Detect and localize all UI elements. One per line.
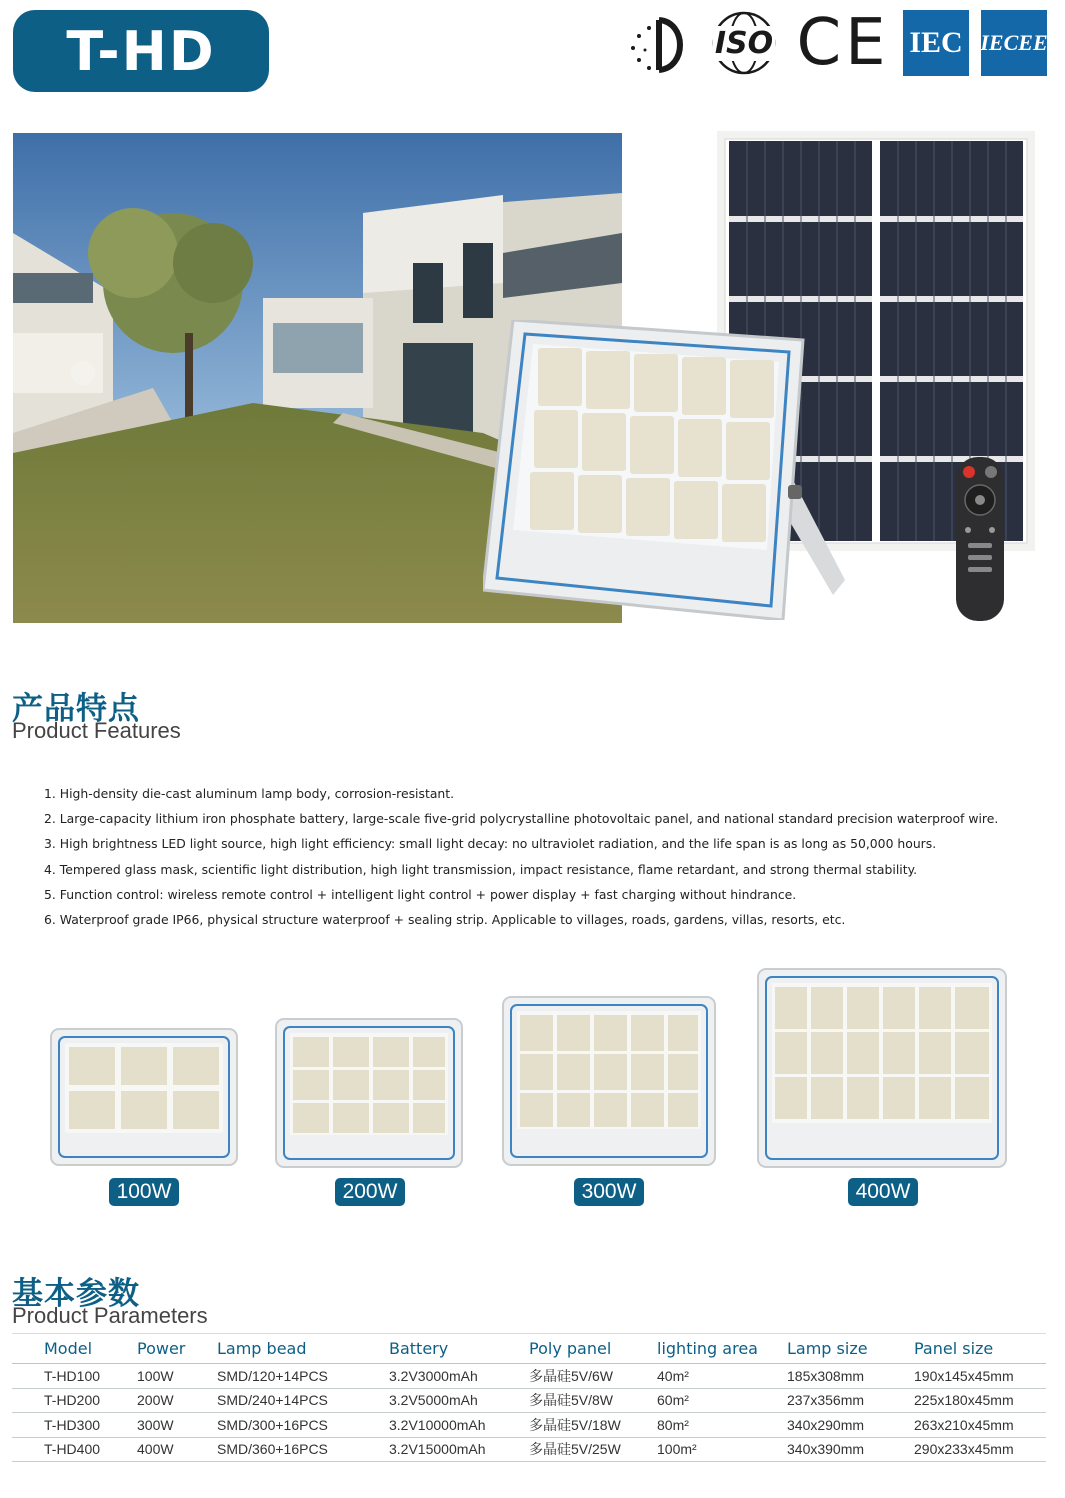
- parameters-title-cn: 基本参数: [12, 1276, 140, 1312]
- table-cell: T-HD100: [12, 1364, 137, 1389]
- column-header: Battery: [389, 1334, 529, 1364]
- iso-label: ISO: [714, 25, 774, 61]
- product-title-banner: [13, 10, 269, 92]
- variant-badge: 400W: [848, 1178, 918, 1206]
- variant-100w: [45, 1025, 245, 1205]
- table-cell: 290x233x45mm: [914, 1437, 1046, 1462]
- features-list: [44, 785, 1054, 936]
- table-cell: 100m²: [657, 1437, 787, 1462]
- table-cell: T-HD400: [12, 1437, 137, 1462]
- features-title-en: Product Features: [12, 718, 181, 743]
- feature-item: 3. High brightness LED light source, high light efficiency: small light decay: no ultraviolet radiation, and the life span is as long as 50,000 hours.: [44, 836, 937, 852]
- floodlight-400w-image: [750, 965, 1015, 1170]
- features-title-cn: 产品特点: [12, 691, 140, 727]
- iecee-label: IECEE: [980, 30, 1048, 55]
- column-header: Lamp size: [787, 1334, 914, 1364]
- column-header: Panel size: [914, 1334, 1046, 1364]
- feature-item: 4. Tempered glass mask, scientific light distribution, high light transmission, impact resistance, flame retardant, and strong thermal stability.: [44, 861, 918, 877]
- iec-label: IEC: [909, 26, 963, 59]
- product-title: T-HD: [66, 19, 216, 83]
- table-row: [12, 1413, 1046, 1438]
- table-cell: 225x180x45mm: [914, 1388, 1046, 1413]
- floodlight-300w-image: [497, 993, 722, 1168]
- floodlight-100w-image: [45, 1025, 245, 1170]
- table-cell: 60m²: [657, 1388, 787, 1413]
- table-cell: 400W: [137, 1437, 217, 1462]
- feature-item: 2. Large-capacity lithium iron phosphate battery, large-scale five-grid polycrystalline photovoltaic panel, and national standard precision waterproof wire.: [44, 811, 999, 827]
- ce-mark-icon: [795, 6, 891, 80]
- variant-badge: 100W: [109, 1178, 179, 1206]
- table-cell: 340x390mm: [787, 1437, 914, 1462]
- table-cell: SMD/240+14PCS: [217, 1388, 389, 1413]
- table-row: [12, 1364, 1046, 1389]
- table-cell: 3.2V15000mAh: [389, 1437, 529, 1462]
- parameters-table: [12, 1333, 1046, 1462]
- iec-logo-icon: [903, 10, 969, 76]
- table-cell: 200W: [137, 1388, 217, 1413]
- ce-label: CE: [796, 6, 890, 80]
- table-row: [12, 1437, 1046, 1462]
- table-cell: 多晶硅5V/18W: [529, 1413, 657, 1438]
- table-cell: T-HD200: [12, 1388, 137, 1413]
- table-cell: 40m²: [657, 1364, 787, 1389]
- variant-300w: [497, 993, 722, 1205]
- table-cell: 300W: [137, 1413, 217, 1438]
- variant-200w: [270, 1015, 470, 1205]
- parameters-title-en: Product Parameters: [12, 1303, 208, 1328]
- feature-item: 6. Waterproof grade IP66, physical structure waterproof + sealing strip. Applicable to villages, roads, gardens, villas, resorts, etc.: [44, 911, 846, 927]
- table-cell: 100W: [137, 1364, 217, 1389]
- table-cell: SMD/360+16PCS: [217, 1437, 389, 1462]
- table-cell: 237x356mm: [787, 1388, 914, 1413]
- variant-400w: [750, 965, 1015, 1205]
- floodlight-200w-image: [270, 1015, 470, 1170]
- feature-item: 1. High-density die-cast aluminum lamp body, corrosion-resistant.: [44, 786, 455, 801]
- column-header: Power: [137, 1334, 217, 1364]
- column-header: Poly panel: [529, 1334, 657, 1364]
- table-cell: 190x145x45mm: [914, 1364, 1046, 1389]
- variant-badge: 200W: [335, 1178, 405, 1206]
- certification-logos: [625, 8, 1047, 78]
- table-cell: 3.2V3000mAh: [389, 1364, 529, 1389]
- table-cell: 多晶硅5V/8W: [529, 1388, 657, 1413]
- table-header-row: [12, 1334, 1046, 1364]
- table-cell: SMD/120+14PCS: [217, 1364, 389, 1389]
- table-cell: 80m²: [657, 1413, 787, 1438]
- iso-globe-icon: [705, 10, 783, 76]
- iecee-logo-icon: [981, 10, 1047, 76]
- variant-badge: 300W: [574, 1178, 644, 1206]
- remote-control-image: [954, 455, 1006, 623]
- table-cell: 3.2V5000mAh: [389, 1388, 529, 1413]
- table-cell: T-HD300: [12, 1413, 137, 1438]
- d-mark-icon: [625, 10, 693, 76]
- column-header: lighting area: [657, 1334, 787, 1364]
- floodlight-image: [483, 320, 845, 620]
- table-cell: 340x290mm: [787, 1413, 914, 1438]
- table-cell: 多晶硅5V/6W: [529, 1364, 657, 1389]
- table-cell: 263x210x45mm: [914, 1413, 1046, 1438]
- table-cell: 185x308mm: [787, 1364, 914, 1389]
- table-row: [12, 1388, 1046, 1413]
- table-cell: SMD/300+16PCS: [217, 1413, 389, 1438]
- table-cell: 多晶硅5V/25W: [529, 1437, 657, 1462]
- column-header: Model: [12, 1334, 137, 1364]
- column-header: Lamp bead: [217, 1334, 389, 1364]
- table-cell: 3.2V10000mAh: [389, 1413, 529, 1438]
- feature-item: 5. Function control: wireless remote control + intelligent light control + power display + fast charging without hindrance.: [44, 886, 797, 902]
